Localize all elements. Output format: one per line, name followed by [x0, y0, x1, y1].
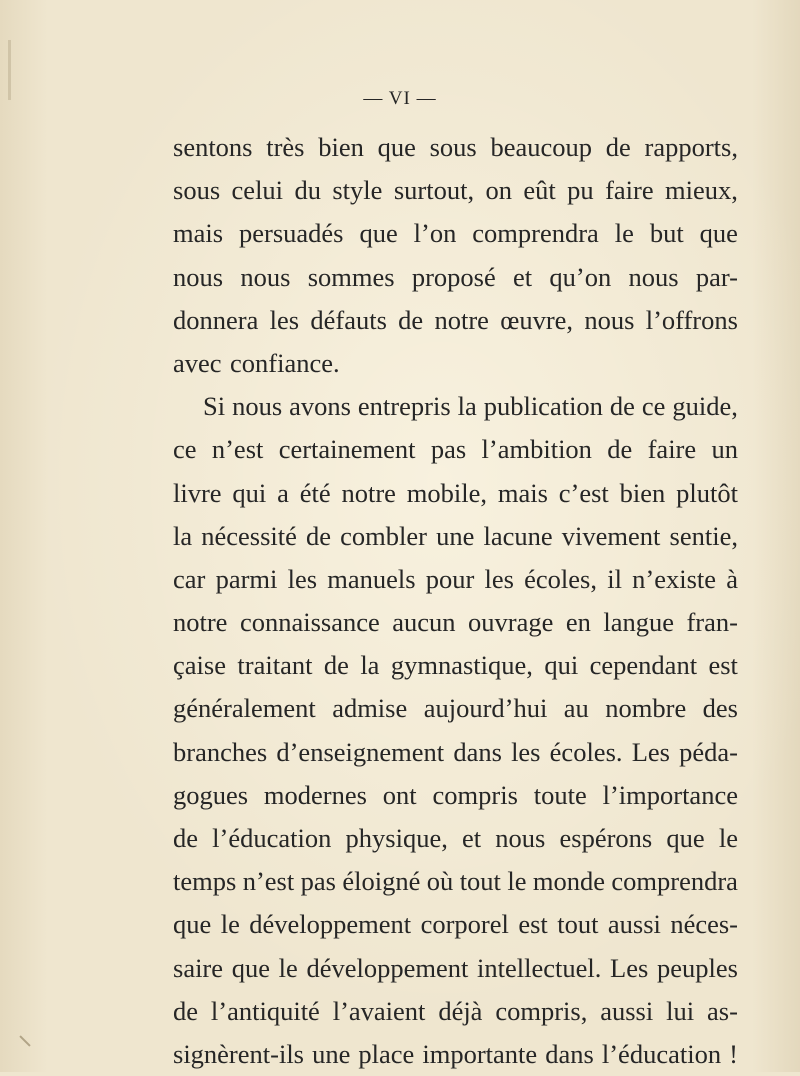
text-line [173, 687, 738, 730]
word: signèrent-ils [173, 1038, 304, 1069]
word: les [484, 563, 514, 594]
word: néces- [670, 909, 738, 940]
word: péda- [679, 736, 738, 767]
word: il [607, 563, 622, 594]
word: que [666, 823, 705, 853]
word: a [277, 477, 289, 508]
word: sommes [307, 261, 395, 292]
word: persuadés [239, 218, 344, 249]
word: de [609, 391, 635, 422]
word: n’existe [632, 563, 717, 594]
text-line [173, 126, 738, 169]
word: l’avaient [332, 995, 426, 1026]
word: de [398, 304, 424, 335]
word: pas [430, 434, 467, 465]
word: sous [429, 132, 477, 162]
word: nombre [605, 693, 687, 724]
word: ont [382, 779, 417, 810]
word: tout [459, 866, 501, 897]
word: l’ambition [481, 434, 592, 465]
word: de [173, 995, 199, 1026]
word: la [360, 650, 380, 681]
text-line [173, 558, 738, 601]
word: fran- [686, 607, 738, 638]
text-line [173, 212, 738, 255]
word: que [173, 909, 212, 940]
word: la [173, 520, 193, 551]
word: comprendra [472, 218, 599, 249]
word: d’enseignement [276, 736, 445, 767]
word: développement [249, 909, 412, 940]
text-line [173, 731, 738, 774]
word: œuvre, [500, 304, 574, 335]
word: faire [647, 434, 697, 465]
word: que [699, 218, 738, 249]
word: ce [641, 391, 666, 422]
word: bien [318, 132, 364, 162]
word: livre [173, 477, 222, 508]
word: pas [300, 866, 336, 897]
word: qui [544, 650, 579, 681]
word: les [511, 736, 541, 767]
word: celui [231, 175, 284, 206]
word: toute [533, 779, 587, 810]
word: mobile, [406, 477, 487, 508]
word: sentie, [669, 520, 738, 551]
word: développement [306, 952, 469, 983]
word: n’est [211, 434, 264, 465]
word: c’est [558, 477, 609, 508]
word: de [306, 520, 332, 551]
word: surtout, [393, 175, 475, 206]
word: espérons [559, 823, 653, 853]
word: dans [545, 1038, 594, 1069]
word: gymnastique, [390, 650, 533, 681]
word: en [565, 607, 591, 638]
word: admise [332, 693, 408, 724]
word: compris [432, 779, 518, 810]
word: nécessité [201, 520, 297, 551]
word: qui [232, 477, 267, 508]
word: les [269, 304, 300, 335]
word: avons [289, 391, 351, 422]
word: tout [557, 909, 599, 940]
word: une [436, 520, 475, 551]
word: écoles, [524, 563, 597, 594]
word: car [173, 563, 206, 594]
word: de [173, 823, 199, 853]
word: confiance. [230, 347, 340, 378]
word: donnera [173, 304, 259, 335]
body-text [173, 126, 738, 1076]
word: nous [173, 261, 224, 292]
word: de [605, 132, 631, 162]
word: on [485, 175, 512, 206]
word: qu’on [549, 261, 612, 292]
word: est [518, 909, 548, 940]
text-line [173, 817, 738, 860]
word: l’éducation [601, 1038, 722, 1069]
word: ouvrage [468, 607, 554, 638]
page-stain-mark [8, 40, 11, 100]
word: les [287, 563, 318, 594]
word: pour [425, 563, 475, 594]
word: saire [173, 952, 224, 983]
word: que [377, 132, 416, 162]
word: l’antiquité [210, 995, 320, 1026]
word: aucun [392, 607, 456, 638]
word: nous [584, 304, 635, 335]
word: manuels [327, 563, 416, 594]
word: avec [173, 347, 222, 378]
word: but [649, 218, 684, 249]
word: style [332, 175, 383, 206]
word: dans [453, 736, 502, 767]
word: faire [605, 175, 654, 206]
text-line [173, 1033, 738, 1076]
page-number-header: — VI — [363, 88, 437, 109]
word: vivement [561, 520, 661, 551]
word: beaucoup [490, 132, 593, 162]
word: certainement [278, 434, 416, 465]
text-line [173, 428, 738, 471]
word: est [708, 650, 738, 681]
word: compris, [495, 995, 588, 1026]
word: sous [173, 175, 221, 206]
word: le [718, 823, 738, 853]
word: Si [203, 391, 226, 422]
word: que [231, 952, 270, 983]
word: physique, [345, 823, 448, 853]
text-line [173, 860, 738, 903]
word: déjà [438, 995, 483, 1026]
word: mieux, [665, 175, 738, 206]
word: rapports, [644, 132, 738, 162]
word: langue [603, 607, 674, 638]
text-line [173, 169, 738, 212]
word: branches [173, 736, 268, 767]
word: Les [610, 952, 649, 983]
word: où [426, 866, 454, 897]
word: intellectuel. [477, 952, 602, 983]
word: importante [422, 1038, 538, 1069]
word: nous [240, 261, 291, 292]
word: que [359, 218, 398, 249]
word: ce [173, 434, 197, 465]
word: connaissance [239, 607, 380, 638]
word: le [220, 909, 240, 940]
word: au [563, 693, 589, 724]
word: ! [729, 1038, 738, 1069]
word: as- [707, 995, 738, 1026]
word: généralement [173, 693, 316, 724]
word: nous [628, 261, 679, 292]
word: à [726, 563, 738, 594]
word: l’offrons [645, 304, 738, 335]
word: gogues [173, 779, 249, 810]
word: aussi [600, 995, 654, 1026]
text-line [173, 472, 738, 515]
word: pu [567, 175, 594, 206]
word: cependant [589, 650, 698, 681]
text-line [173, 515, 738, 558]
word: traitant [237, 650, 313, 681]
text-line [173, 903, 738, 946]
word: sentons [173, 132, 253, 162]
word: temps [173, 866, 237, 897]
word: le [507, 866, 527, 897]
word: mais [173, 218, 224, 249]
word: modernes [263, 779, 367, 810]
word: notre [173, 607, 228, 638]
word: monde [532, 866, 605, 897]
word: de [323, 650, 349, 681]
text-line [173, 601, 738, 644]
word: un [711, 434, 738, 465]
word: été [299, 477, 331, 508]
word: par- [695, 261, 738, 292]
word: l’importance [602, 779, 738, 810]
word: la [457, 391, 477, 422]
word: très [266, 132, 305, 162]
word: çaise [173, 650, 226, 681]
text-line [173, 256, 738, 299]
word: écoles. [549, 736, 623, 767]
word: une [312, 1038, 351, 1069]
word: combler [340, 520, 427, 551]
text-line [173, 644, 738, 687]
word: comprendra [611, 866, 738, 897]
word: plutôt [676, 477, 738, 508]
word: l’éducation [212, 823, 332, 853]
word: et [513, 261, 533, 292]
word: guide, [672, 391, 738, 422]
word: notre [341, 477, 396, 508]
word: de [607, 434, 633, 465]
word: nous [495, 823, 546, 853]
text-line [173, 990, 738, 1033]
word: nous [232, 391, 283, 422]
word: aujourd’hui [423, 693, 548, 724]
text-line [173, 947, 738, 990]
word: notre [434, 304, 489, 335]
word: le [278, 952, 298, 983]
word: aussi [607, 909, 661, 940]
page-stain-mark [19, 1035, 30, 1046]
word: des [702, 693, 738, 724]
word: n’est [242, 866, 295, 897]
word: et [462, 823, 482, 853]
word: défauts [310, 304, 387, 335]
word: parmi [215, 563, 278, 594]
text-line [173, 342, 738, 385]
text-line [173, 385, 738, 428]
word: bien [619, 477, 666, 508]
word: entrepris [357, 391, 451, 422]
word: publication [483, 391, 603, 422]
word: du [294, 175, 321, 206]
word: corporel [420, 909, 509, 940]
word: mais [497, 477, 548, 508]
word: lacune [483, 520, 553, 551]
text-line [173, 774, 738, 817]
text-line [173, 299, 738, 342]
word: eût [523, 175, 556, 206]
word: lui [666, 995, 695, 1026]
word: éloigné [342, 866, 421, 897]
word: l’on [413, 218, 457, 249]
word: place [358, 1038, 415, 1069]
word: peuples [656, 952, 738, 983]
word: le [614, 218, 634, 249]
word: proposé [411, 261, 496, 292]
word: Les [631, 736, 670, 767]
